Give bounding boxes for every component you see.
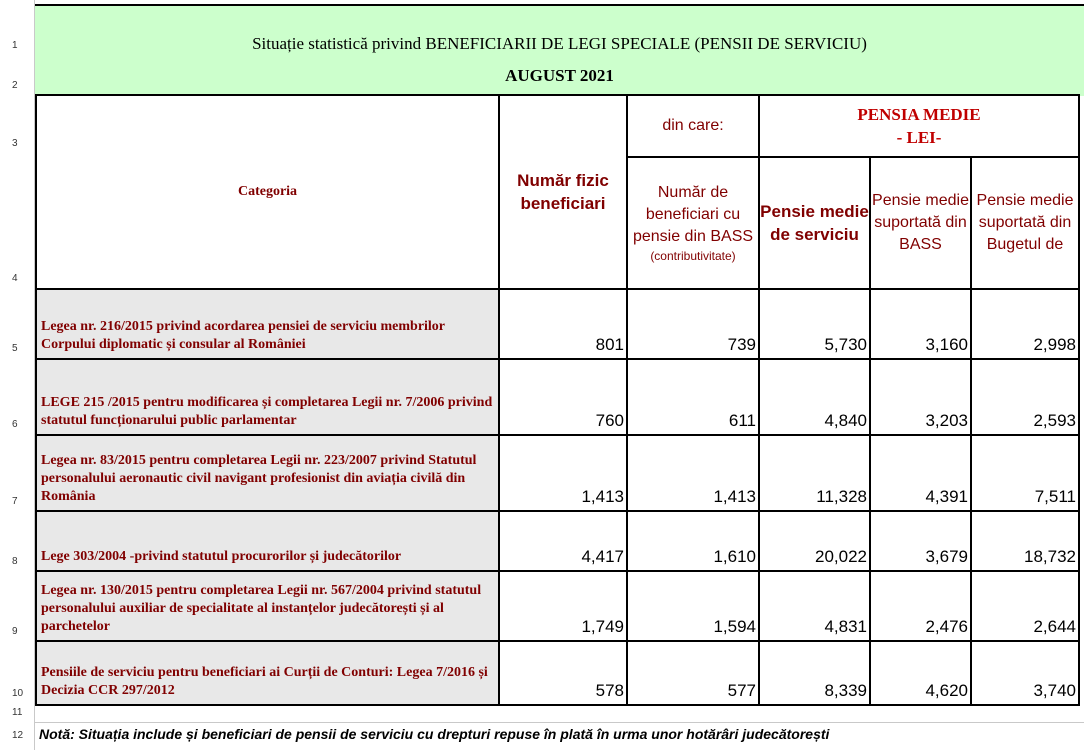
row-divider bbox=[35, 722, 1084, 723]
header-pensie-bass[interactable]: Pensie medie suportată din BASS bbox=[870, 157, 971, 289]
row-number[interactable]: 8 bbox=[12, 556, 18, 567]
sheet-title: Situație statistică privind BENEFICIARII DE LEGI SPECIALE (PENSII DE SERVICIU) bbox=[252, 34, 867, 53]
category-cell[interactable]: LEGE 215 /2015 pentru modificarea și completarea Legii nr. 7/2006 privind statutul funcționarului public parlamentar bbox=[36, 359, 499, 435]
numar-fizic-cell[interactable]: 760 bbox=[499, 359, 627, 435]
pensie-bass-cell[interactable]: 3,160 bbox=[870, 289, 971, 359]
pensie-bass-cell[interactable]: 4,620 bbox=[870, 641, 971, 705]
numar-fizic-cell[interactable]: 1,413 bbox=[499, 435, 627, 511]
header-numar-bass[interactable] bbox=[627, 157, 759, 289]
category-cell[interactable]: Pensiile de serviciu pentru beneficiari ai Curții de Conturi: Legea 7/2016 și Decizia CCR 297/2012 bbox=[36, 641, 499, 705]
row-number[interactable]: 12 bbox=[12, 730, 24, 741]
numar-fizic-cell[interactable]: 578 bbox=[499, 641, 627, 705]
row-number[interactable]: 9 bbox=[12, 626, 18, 637]
row-number[interactable]: 6 bbox=[12, 419, 18, 430]
pensie-serviciu-cell[interactable]: 5,730 bbox=[759, 289, 870, 359]
row-number[interactable]: 3 bbox=[12, 138, 18, 149]
numar-fizic-cell[interactable]: 801 bbox=[499, 289, 627, 359]
header-categoria[interactable]: Categoria bbox=[36, 95, 499, 289]
row-number[interactable]: 5 bbox=[12, 343, 18, 354]
contributivitate-label: (contributivitate) bbox=[650, 249, 736, 263]
pensie-serviciu-cell[interactable]: 4,840 bbox=[759, 359, 870, 435]
category-cell[interactable]: Legea nr. 130/2015 pentru completarea Legii nr. 567/2004 privind statutul personalului auxiliar de specialitate al instanțelor judecătorești și al parchetelor bbox=[36, 571, 499, 641]
footnote[interactable]: Notă: Situația include și beneficiari de pensii de serviciu cu drepturi repuse în plată în urma unor hotărâri judecătorești bbox=[39, 726, 830, 742]
numar-bass-cell[interactable]: 1,413 bbox=[627, 435, 759, 511]
table-row bbox=[36, 435, 1079, 511]
numar-bass-cell[interactable]: 1,610 bbox=[627, 511, 759, 571]
table-row bbox=[36, 641, 1079, 705]
lei-label: - LEI- bbox=[896, 128, 942, 147]
row-number[interactable]: 1 bbox=[12, 40, 18, 51]
row-header-column bbox=[0, 0, 35, 750]
numar-bass-label: Număr de beneficiari cu pensie din BASS bbox=[632, 184, 754, 245]
pensie-bass-cell[interactable]: 3,679 bbox=[870, 511, 971, 571]
row-number[interactable]: 2 bbox=[12, 80, 18, 91]
pensie-serviciu-cell[interactable]: 20,022 bbox=[759, 511, 870, 571]
row-number[interactable]: 10 bbox=[12, 688, 24, 699]
pensia-medie-label: PENSIA MEDIE bbox=[857, 105, 981, 124]
pensie-serviciu-cell[interactable]: 8,339 bbox=[759, 641, 870, 705]
statistics-table bbox=[35, 94, 1080, 706]
sheet-period: AUGUST 2021 bbox=[505, 66, 614, 85]
spreadsheet bbox=[35, 0, 1084, 750]
category-cell[interactable]: Legea nr. 83/2015 pentru completarea Legii nr. 223/2007 privind Statutul personalului aeronautic civil navigant profesionist din aviația civilă din România bbox=[36, 435, 499, 511]
table-row bbox=[36, 289, 1079, 359]
pensie-buget-cell[interactable]: 7,511 bbox=[971, 435, 1079, 511]
numar-bass-cell[interactable]: 611 bbox=[627, 359, 759, 435]
pensie-buget-cell[interactable]: 2,593 bbox=[971, 359, 1079, 435]
header-pensie-buget[interactable]: Pensie medie suportată din Bugetul de bbox=[971, 157, 1079, 289]
pensie-serviciu-cell[interactable]: 11,328 bbox=[759, 435, 870, 511]
numar-bass-cell[interactable]: 1,594 bbox=[627, 571, 759, 641]
pensie-buget-cell[interactable]: 2,998 bbox=[971, 289, 1079, 359]
numar-fizic-cell[interactable]: 1,749 bbox=[499, 571, 627, 641]
row-number[interactable]: 7 bbox=[12, 496, 18, 507]
numar-bass-cell[interactable]: 577 bbox=[627, 641, 759, 705]
pensie-bass-cell[interactable]: 2,476 bbox=[870, 571, 971, 641]
title-cell[interactable] bbox=[35, 4, 1084, 96]
header-numar-fizic[interactable]: Număr fizic beneficiari bbox=[499, 95, 627, 289]
header-pensie-serviciu[interactable]: Pensie medie de serviciu bbox=[759, 157, 870, 289]
table-row bbox=[36, 359, 1079, 435]
numar-fizic-cell[interactable]: 4,417 bbox=[499, 511, 627, 571]
row-number[interactable]: 11 bbox=[12, 707, 23, 718]
row-number[interactable]: 4 bbox=[12, 273, 18, 284]
pensie-serviciu-cell[interactable]: 4,831 bbox=[759, 571, 870, 641]
numar-bass-cell[interactable]: 739 bbox=[627, 289, 759, 359]
table-row bbox=[36, 511, 1079, 571]
pensie-bass-cell[interactable]: 3,203 bbox=[870, 359, 971, 435]
pensie-buget-cell[interactable]: 3,740 bbox=[971, 641, 1079, 705]
header-din-care[interactable]: din care: bbox=[627, 95, 759, 157]
table-row bbox=[36, 571, 1079, 641]
pensie-bass-cell[interactable]: 4,391 bbox=[870, 435, 971, 511]
pensie-buget-cell[interactable]: 2,644 bbox=[971, 571, 1079, 641]
pensie-buget-cell[interactable]: 18,732 bbox=[971, 511, 1079, 571]
category-cell[interactable]: Lege 303/2004 -privind statutul procurorilor și judecătorilor bbox=[36, 511, 499, 571]
category-cell[interactable]: Legea nr. 216/2015 privind acordarea pensiei de serviciu membrilor Corpului diplomatic și consular al României bbox=[36, 289, 499, 359]
header-pensia-medie[interactable] bbox=[759, 95, 1079, 157]
